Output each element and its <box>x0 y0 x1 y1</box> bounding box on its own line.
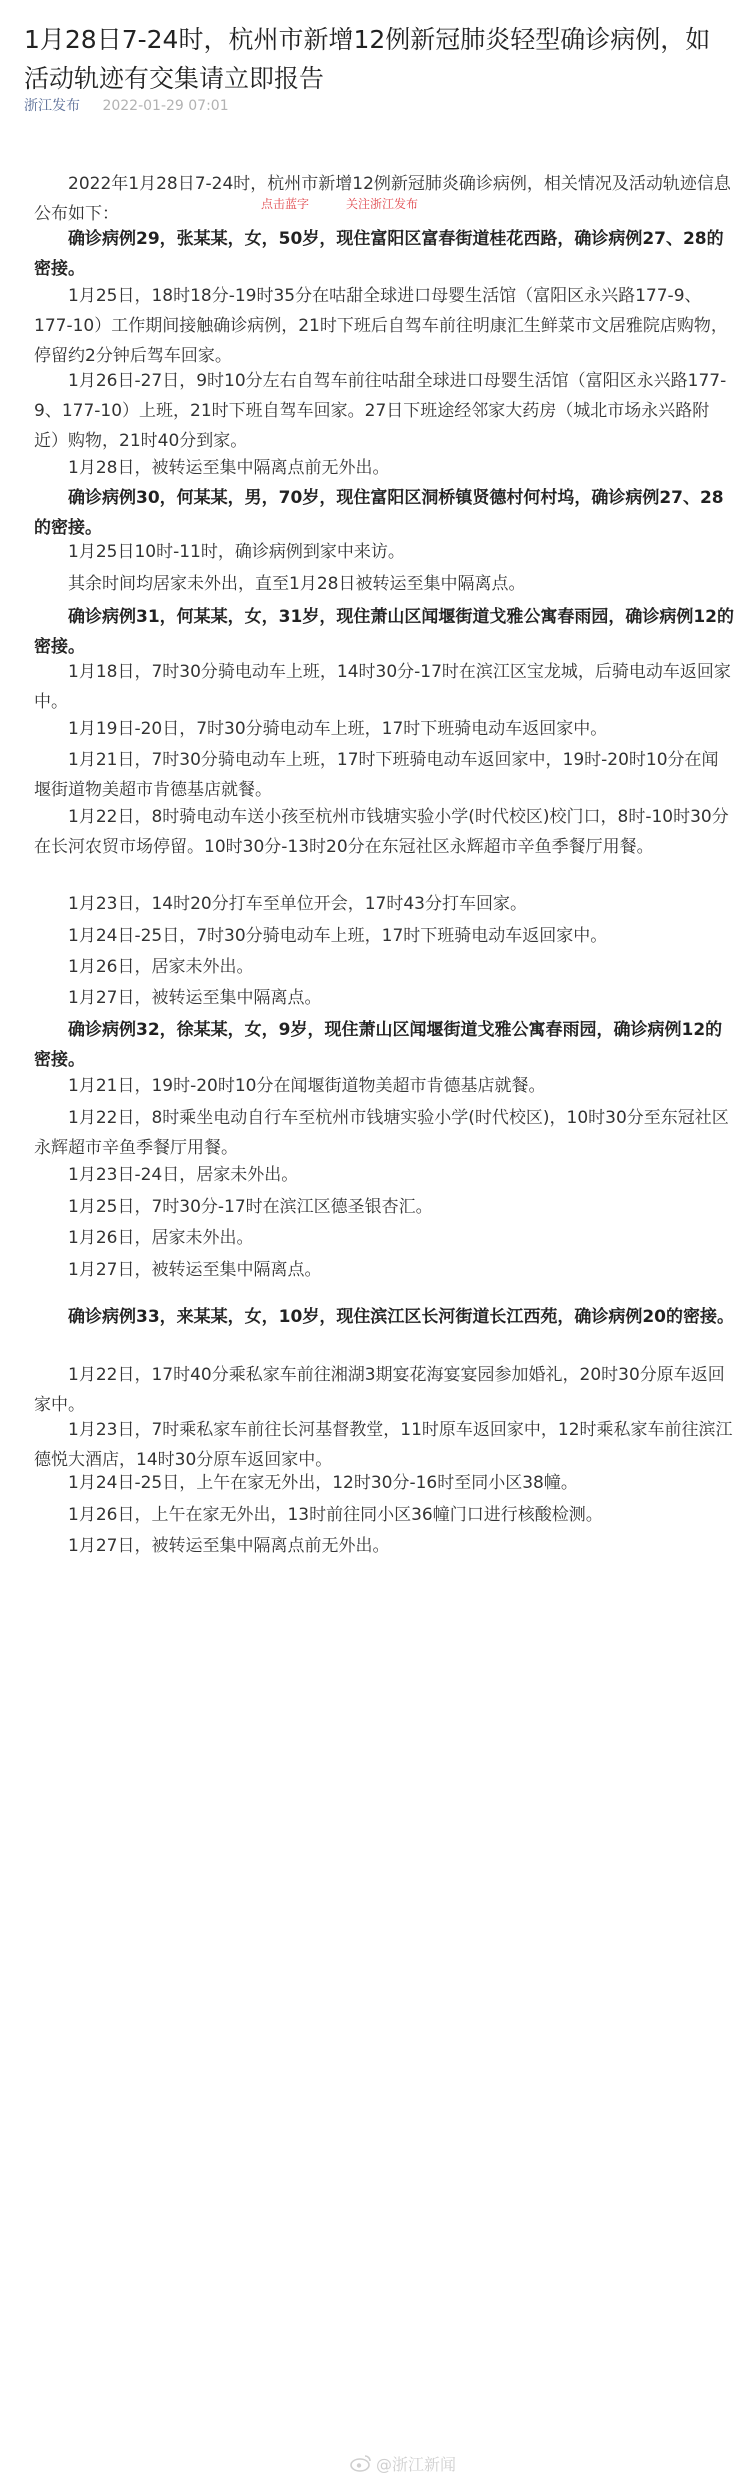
case-heading-30: 确诊病例30，何某某，男，70岁，现住富阳区洞桥镇贤德村何村坞，确诊病例27、28的密接。 <box>34 488 724 538</box>
case-heading-32: 确诊病例32，徐某某，女，9岁，现住萧山区闻堰街道戈雅公寓春雨园，确诊病例12的密接。 <box>34 1020 723 1070</box>
case-heading-29: 确诊病例29，张某某，女，50岁，现住富阳区富春街道桂花西路，确诊病例27、28的密接。 <box>34 229 724 279</box>
body-paragraph: 1月19日-20日，7时30分骑电动车上班，17时下班骑电动车返回家中。 <box>68 719 608 739</box>
case-heading-33: 确诊病例33，来某某，女，10岁，现住滨江区长河街道长江西苑，确诊病例20的密接。 <box>68 1307 734 1327</box>
body-paragraph: 1月18日，7时30分骑电动车上班，14时30分-17时在滨江区宝龙城，后骑电动车返回家中。 <box>34 662 731 712</box>
intro-paragraph: 2022年1月28日7-24时，杭州市新增12例新冠肺炎确诊病例，相关情况及活动轨迹信息公布如下： <box>34 174 731 224</box>
body-paragraph: 1月24日-25日，上午在家无外出，12时30分-16时至同小区38幢。 <box>68 1473 578 1493</box>
watermark-text: @浙江新闻 <box>376 2454 457 2474</box>
body-paragraph: 1月26日-27日，9时10分左右自驾车前往咕甜全球进口母婴生活馆（富阳区永兴路177-9、177-10）上班，21时下班自驾车回家。27日下班途经邻家大药房（城北市场永兴路附近）购物，21时40分到家。 <box>34 371 727 451</box>
body-paragraph: 1月25日，18时18分-19时35分在咕甜全球进口母婴生活馆（富阳区永兴路177-9、177-10）工作期间接触确诊病例，21时下班后自驾车前往明康汇生鲜菜市文居雅院店购物，停留约2分钟后驾车回家。 <box>34 286 728 366</box>
body-paragraph: 1月22日，8时骑电动车送小孩至杭州市钱塘实验小学(时代校区)校门口，8时-10时30分在长河农贸市场停留。10时30分-13时20分在东冠社区永辉超市辛鱼季餐厅用餐。 <box>34 807 729 857</box>
body-paragraph: 1月25日10时-11时，确诊病例到家中来访。 <box>68 542 405 562</box>
body-paragraph: 1月24日-25日，7时30分骑电动车上班，17时下班骑电动车返回家中。 <box>68 926 608 946</box>
body-paragraph: 1月27日，被转运至集中隔离点。 <box>68 1260 322 1280</box>
body-paragraph: 1月28日，被转运至集中隔离点前无外出。 <box>68 458 390 478</box>
body-paragraph: 1月21日，19时-20时10分在闻堰街道物美超市肯德基店就餐。 <box>68 1076 546 1096</box>
body-paragraph: 1月22日，8时乘坐电动自行车至杭州市钱塘实验小学(时代校区)，10时30分至东冠社区永辉超市辛鱼季餐厅用餐。 <box>34 1108 729 1158</box>
weibo-icon <box>350 2454 372 2472</box>
follow-tip-text: 点击蓝字 <box>261 197 310 211</box>
body-paragraph: 1月27日，被转运至集中隔离点。 <box>68 988 322 1008</box>
body-paragraph: 1月23日，14时20分打车至单位开会，17时43分打车回家。 <box>68 894 527 914</box>
body-paragraph: 1月26日，上午在家无外出，13时前往同小区36幢门口进行核酸检测。 <box>68 1505 603 1525</box>
body-paragraph: 1月26日，居家未外出。 <box>68 957 254 977</box>
source-account-link[interactable]: 浙江发布 <box>24 98 80 114</box>
body-paragraph: 1月25日，7时30分-17时在滨江区德圣银杏汇。 <box>68 1197 433 1217</box>
case-heading-31: 确诊病例31，何某某，女，31岁，现住萧山区闻堰街道戈雅公寓春雨园，确诊病例12的密接。 <box>34 607 734 657</box>
body-paragraph: 其余时间均居家未外出，直至1月28日被转运至集中隔离点。 <box>68 574 526 594</box>
article-meta <box>24 96 229 116</box>
publish-date: 2022-01-29 07:01 <box>102 98 229 114</box>
article-title: 1月28日7-24时，杭州市新增12例新冠肺炎轻型确诊病例，如活动轨迹有交集请立即报告 <box>24 25 711 93</box>
body-paragraph: 1月21日，7时30分骑电动车上班，17时下班骑电动车返回家中，19时-20时10分在闻堰街道物美超市肯德基店就餐。 <box>34 750 719 800</box>
watermark <box>350 2448 510 2478</box>
body-paragraph: 1月27日，被转运至集中隔离点前无外出。 <box>68 1536 390 1556</box>
body-paragraph: 1月22日，17时40分乘私家车前往湘湖3期宴花海宴宴园参加婚礼，20时30分原车返回家中。 <box>34 1365 725 1415</box>
follow-account-link[interactable]: 关注浙江发布 <box>346 197 419 211</box>
body-paragraph: 1月26日，居家未外出。 <box>68 1228 254 1248</box>
body-paragraph: 1月23日，7时乘私家车前往长河基督教堂，11时原车返回家中，12时乘私家车前往滨江德悦大酒店，14时30分原车返回家中。 <box>34 1420 733 1470</box>
body-paragraph: 1月23日-24日，居家未外出。 <box>68 1165 299 1185</box>
